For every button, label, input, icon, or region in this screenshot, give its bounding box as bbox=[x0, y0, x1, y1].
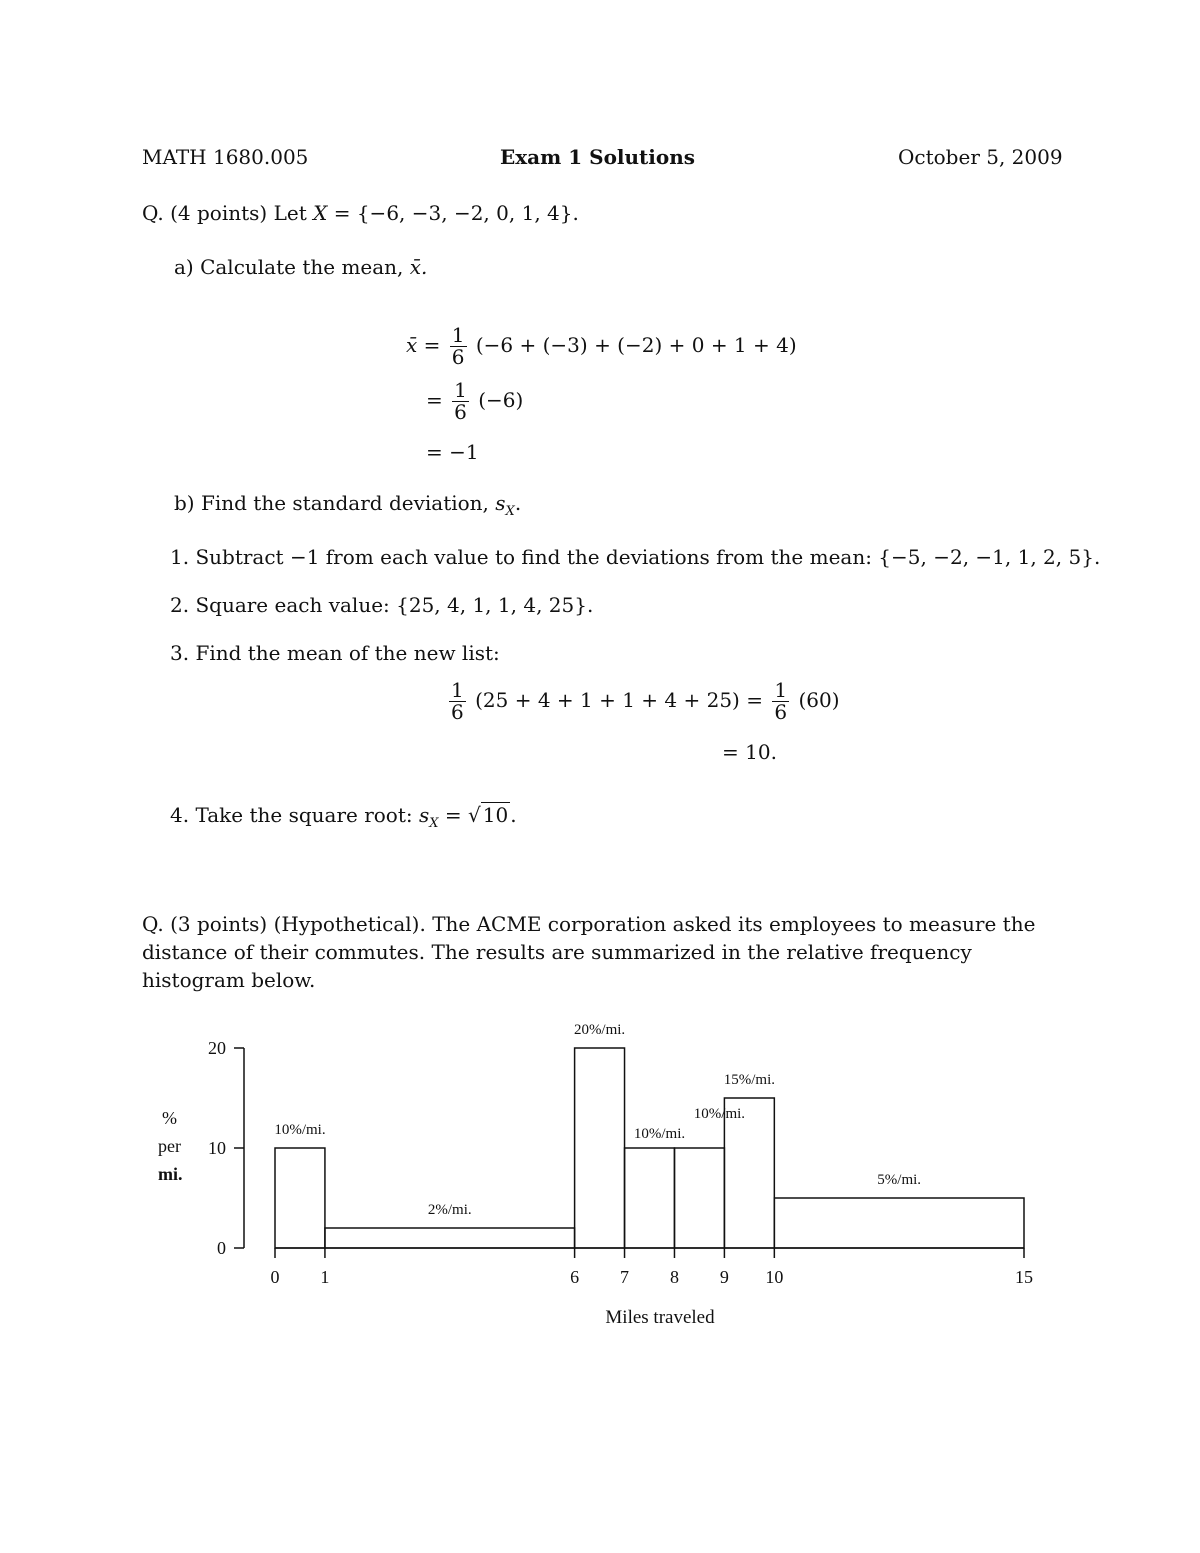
x-tick-label: 0 bbox=[270, 1267, 280, 1287]
x-tick-label: 15 bbox=[1015, 1267, 1033, 1287]
fraction-denominator: 6 bbox=[451, 700, 464, 724]
fraction-denominator: 6 bbox=[454, 400, 467, 424]
step-4-equals: = bbox=[444, 803, 462, 827]
q1-part-b-text: b) Find the standard deviation, bbox=[174, 491, 489, 515]
histogram-bar bbox=[674, 1148, 724, 1248]
mean-sum-value: (−6) bbox=[478, 388, 524, 412]
q1-part-b: b) Find the standard deviation, $s_X$. bbox=[174, 491, 522, 519]
square-root: √ 10 bbox=[468, 803, 509, 827]
step-3-sum-value: (60) bbox=[798, 688, 840, 712]
step-4-text: 4. Take the square root: bbox=[170, 803, 413, 827]
q1-set-values: = {−6, −3, −2, 0, 1, 4}. bbox=[333, 201, 579, 225]
exam-date: October 5, 2009 bbox=[898, 145, 1063, 169]
document-title: Exam 1 Solutions bbox=[500, 145, 696, 169]
fraction-numerator: 1 bbox=[451, 323, 465, 347]
q1-prompt-prefix: Q. (4 points) Let bbox=[142, 201, 307, 225]
fraction-numerator: 1 bbox=[774, 678, 788, 702]
step-2: 2. Square each value: {25, 4, 1, 1, 4, 25}. bbox=[170, 593, 594, 617]
x-tick-label: 1 bbox=[320, 1267, 330, 1287]
histogram-bar bbox=[325, 1228, 575, 1248]
q2-line-2: distance of their commutes. The results are summarized in the relative frequency bbox=[142, 940, 972, 964]
bar-data-label: 10%/mi. bbox=[633, 1126, 686, 1142]
equals-sign: = bbox=[426, 388, 443, 412]
histogram-bar bbox=[575, 1048, 625, 1248]
fraction-denominator: 6 bbox=[774, 700, 788, 724]
x-tick-label: 9 bbox=[719, 1267, 729, 1287]
q2-line-1: Q. (3 points) (Hypothetical). The ACME corporation asked its employees to measure the bbox=[142, 912, 1036, 936]
step-3: 3. Find the mean of the new list: bbox=[170, 641, 500, 665]
q1-part-a-symbol: x̄. bbox=[409, 255, 428, 279]
step-3-result: = 10. bbox=[722, 740, 777, 764]
x-tick-label: 7 bbox=[620, 1267, 630, 1287]
bar-data-label: 15%/mi. bbox=[723, 1072, 775, 1088]
step-1: 1. Subtract −1 from each value to find the deviations from the mean: {−5, −2, −1, 1, 2, 5}. bbox=[170, 545, 1101, 569]
x-tick-label: 8 bbox=[669, 1267, 679, 1287]
y-axis-label: % bbox=[162, 1108, 177, 1128]
y-axis-label: per bbox=[158, 1136, 181, 1156]
fraction-numerator: 1 bbox=[451, 678, 464, 702]
y-tick-label: 0 bbox=[217, 1238, 226, 1258]
bar-data-label: 10%/mi. bbox=[274, 1122, 326, 1138]
histogram-bar bbox=[275, 1148, 325, 1248]
square-root-radicand: 10 bbox=[482, 803, 509, 827]
step-4-s: s bbox=[418, 803, 430, 827]
histogram-bar bbox=[625, 1148, 675, 1248]
x-tick-label: 6 bbox=[570, 1267, 580, 1287]
histogram-bar bbox=[774, 1198, 1024, 1248]
q1-part-a-text: a) Calculate the mean, bbox=[174, 255, 404, 279]
bar-data-label: 20%/mi. bbox=[573, 1022, 626, 1038]
q1-part-b-subscript: X bbox=[505, 504, 515, 519]
y-tick-label: 10 bbox=[208, 1138, 226, 1158]
bar-data-label: 10%/mi. bbox=[693, 1106, 746, 1122]
course-code: MATH 1680.005 bbox=[142, 145, 309, 169]
step-4-subscript: X bbox=[429, 816, 439, 831]
step-3-sum-expression: (25 + 4 + 1 + 1 + 4 + 25) = bbox=[475, 688, 763, 712]
y-axis-label: mi. bbox=[158, 1164, 183, 1184]
mean-result: = −1 bbox=[426, 440, 479, 464]
x-tick-label: 10 bbox=[765, 1267, 784, 1287]
step-4-period: . bbox=[510, 803, 517, 827]
mean-lhs: x̄ = bbox=[406, 333, 441, 357]
y-tick-label: 20 bbox=[208, 1038, 226, 1058]
bar-data-label: 2%/mi. bbox=[427, 1202, 472, 1218]
x-axis-label: Miles traveled bbox=[605, 1307, 715, 1328]
bar-data-label: 5%/mi. bbox=[877, 1172, 922, 1188]
q1-set-variable: X bbox=[313, 201, 328, 225]
q2-line-3: histogram below. bbox=[142, 968, 316, 992]
fraction-denominator: 6 bbox=[451, 345, 465, 369]
fraction-numerator: 1 bbox=[454, 378, 467, 402]
mean-sum-expression: (−6 + (−3) + (−2) + 0 + 1 + 4) bbox=[475, 333, 797, 357]
q1-part-b-symbol: s bbox=[495, 491, 506, 515]
